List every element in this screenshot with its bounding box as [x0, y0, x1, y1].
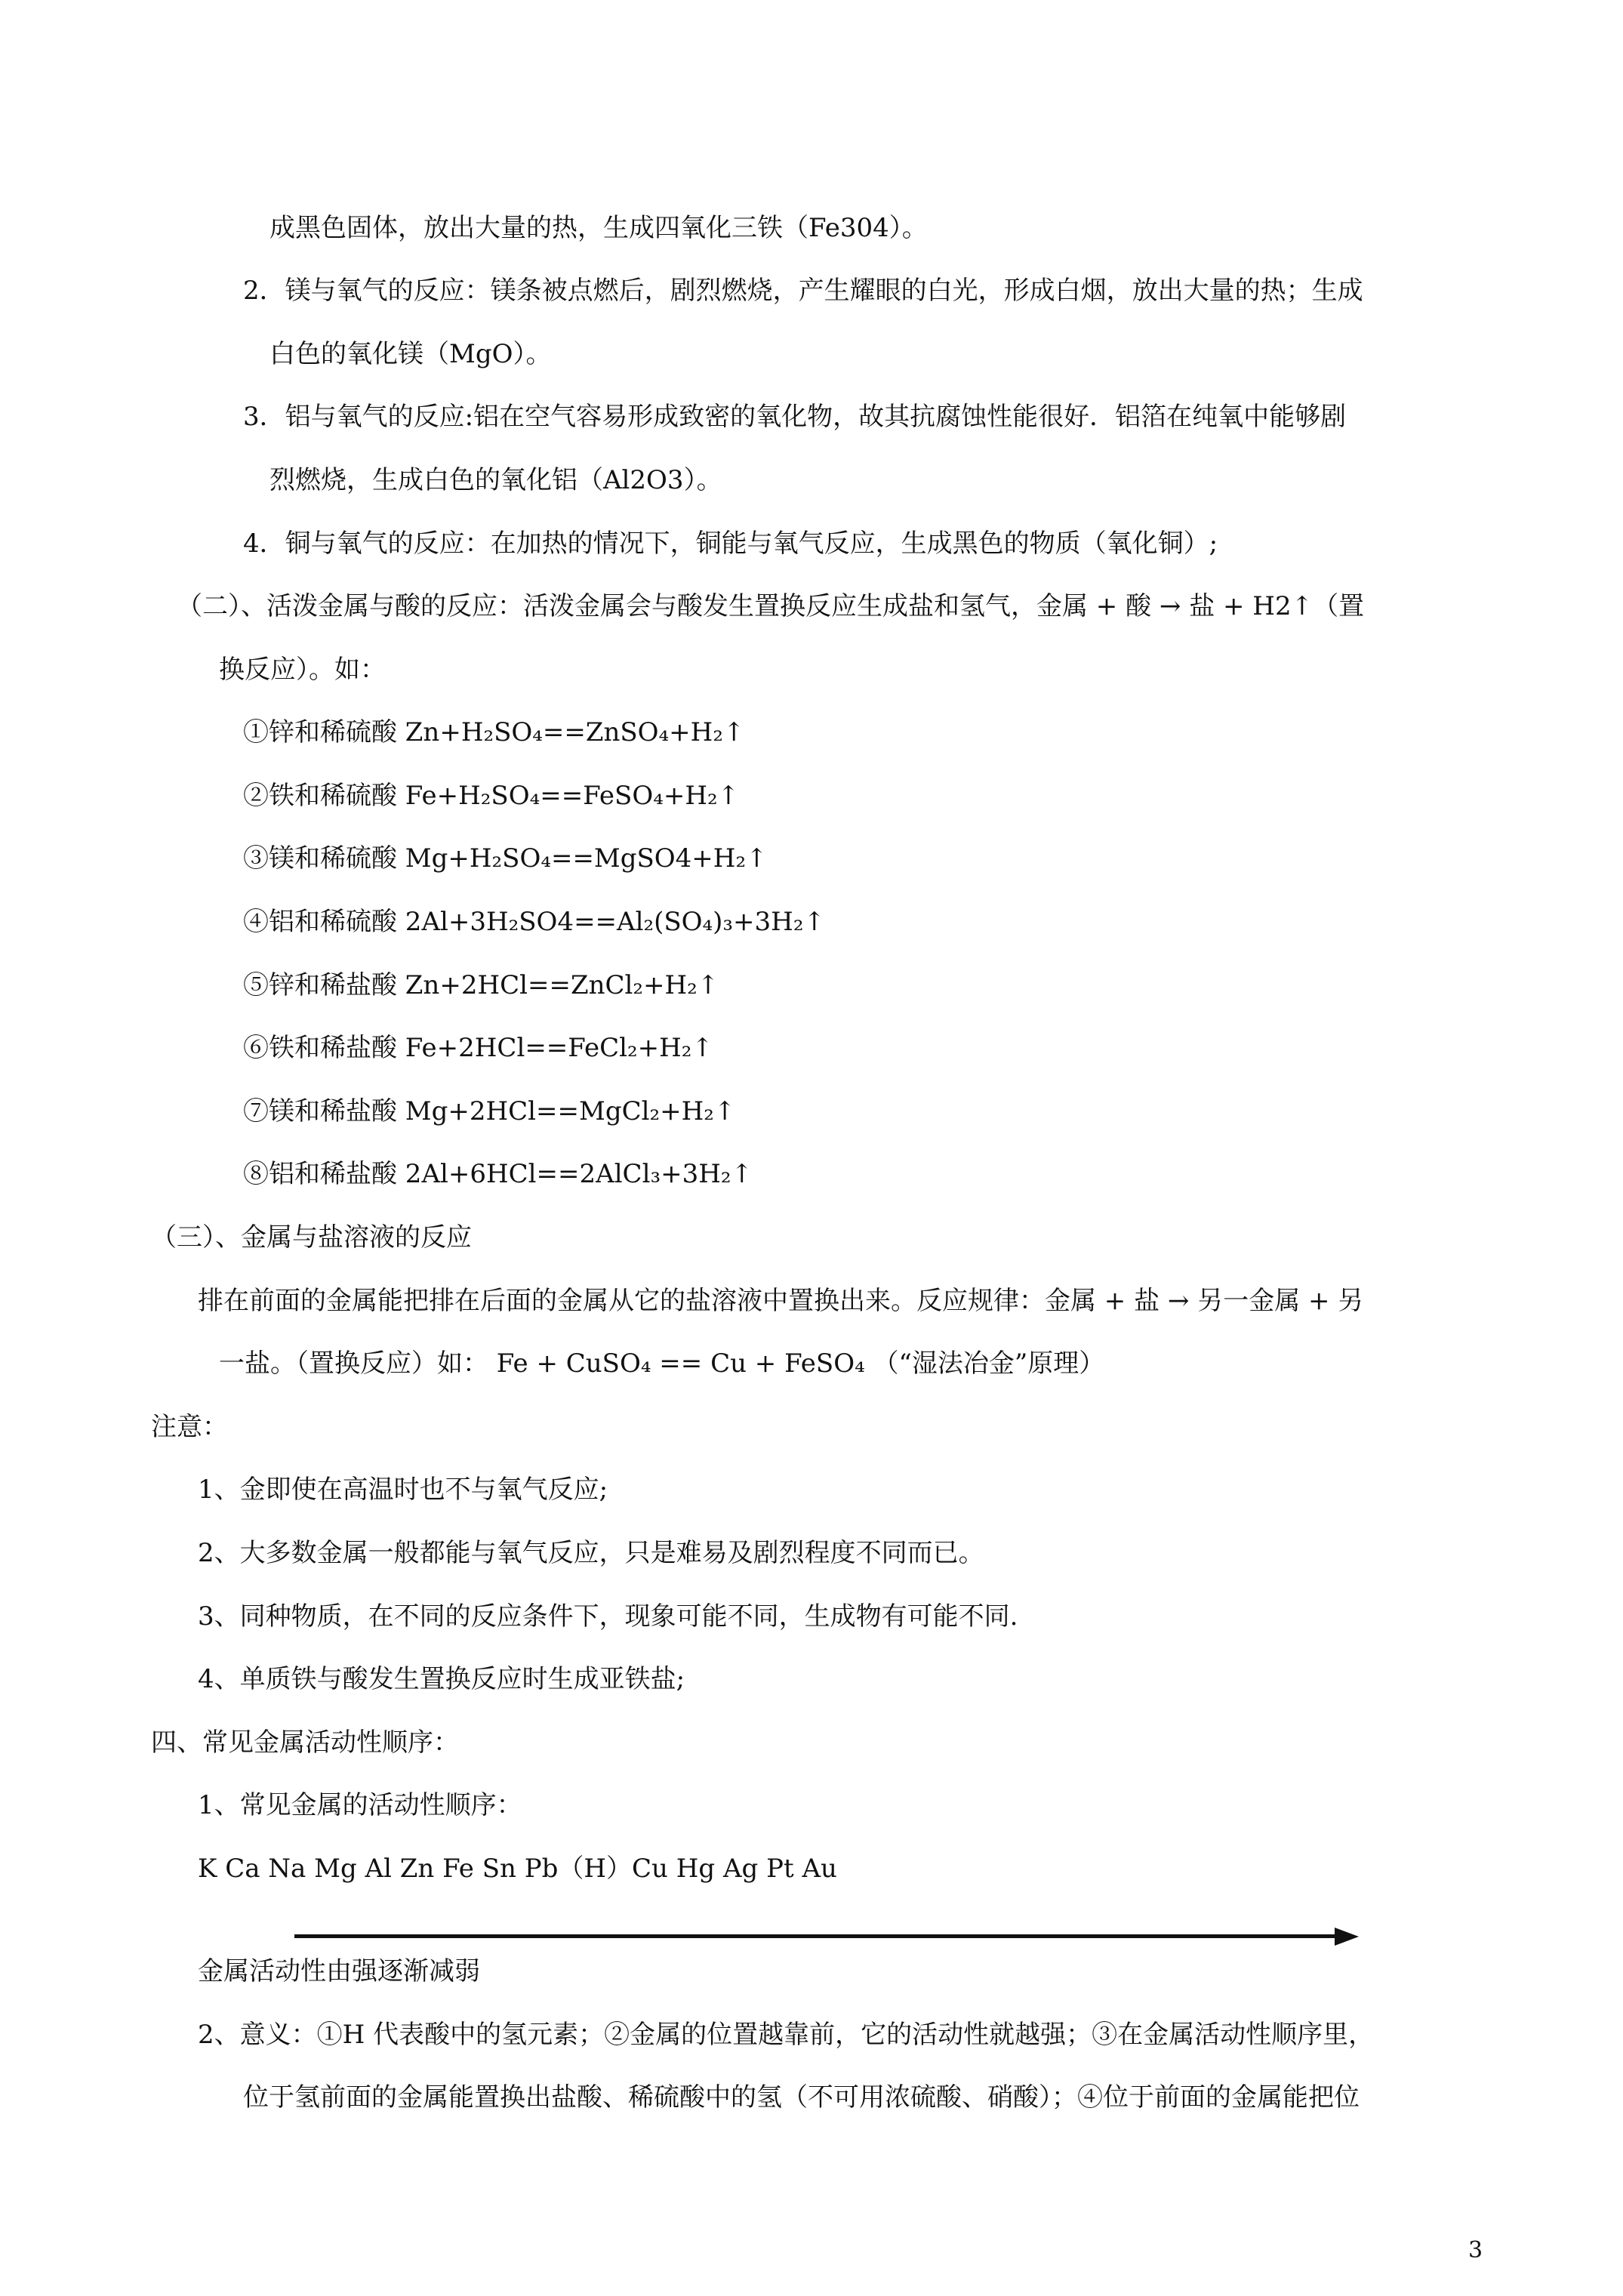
- text-line: 位于氢前面的金属能置换出盐酸、稀硫酸中的氢（不可用浓硫酸、硝酸）；④位于前面的金属能把位: [243, 2082, 1360, 2113]
- text-line: 一盐。（置换反应）如： Fe + CuSO₄ == Cu + FeSO₄ （“湿法冶金”原理）: [219, 1348, 1105, 1379]
- text-line: 1、常见金属的活动性顺序：: [198, 1790, 522, 1820]
- text-line: 2．镁与氧气的反应：镁条被点燃后，剧烈燃烧，产生耀眼的白光，形成白烟，放出大量的热；生成: [243, 276, 1363, 306]
- text-line: 4．铜与氧气的反应：在加热的情况下，铜能与氧气反应，生成黑色的物质（氧化铜）;: [243, 529, 1218, 559]
- equation-line: ④铝和稀硫酸 2Al+3H₂SO4==Al₂(SO₄)₃+3H₂↑: [243, 907, 825, 937]
- text-line: 排在前面的金属能把排在后面的金属从它的盐溶液中置换出来。反应规律：金属 + 盐 → 另一金属 + 另: [198, 1286, 1364, 1316]
- note-item: 2、大多数金属一般都能与氧气反应，只是难易及剧烈程度不同而已。: [198, 1538, 984, 1568]
- note-heading: 注意：: [151, 1412, 228, 1442]
- text-line: 换反应）。如：: [219, 655, 386, 685]
- equation-line: ②铁和稀硫酸 Fe+H₂SO₄==FeSO₄+H₂↑: [243, 781, 740, 811]
- equation-line: ⑥铁和稀盐酸 Fe+2HCl==FeCl₂+H₂↑: [243, 1033, 713, 1063]
- activity-series: K Ca Na Mg Al Zn Fe Sn Pb（H）Cu Hg Ag Pt Au: [198, 1854, 837, 1884]
- text-line: 白色的氧化镁（MgO）。: [269, 339, 552, 369]
- text-line: （二）、活泼金属与酸的反应：活泼金属会与酸发生置换反应生成盐和氢气，金属 + 酸 → 盐 + H2↑（置: [177, 591, 1365, 621]
- equation-line: ①锌和稀硫酸 Zn+H₂SO₄==ZnSO₄+H₂↑: [243, 717, 745, 747]
- equation-line: ⑧铝和稀盐酸 2Al+6HCl==2AlCl₃+3H₂↑: [243, 1159, 753, 1189]
- text-line: 3．铝与氧气的反应:铝在空气容易形成致密的氧化物，故其抗腐蚀性能很好．铝箔在纯氧中能够剧: [243, 402, 1347, 432]
- note-item: 3、同种物质，在不同的反应条件下，现象可能不同，生成物有可能不同.: [198, 1601, 1018, 1632]
- note-item: 4、单质铁与酸发生置换反应时生成亚铁盐;: [198, 1664, 685, 1694]
- text-line: 成黑色固体，放出大量的热，生成四氧化三铁（Fe304）。: [269, 213, 928, 243]
- text-line: 烈燃烧，生成白色的氧化铝（Al2O3）。: [269, 465, 722, 495]
- section-heading: 四、常见金属活动性顺序：: [151, 1727, 459, 1758]
- section-heading: （三）、金属与盐溶液的反应: [151, 1222, 472, 1253]
- arrow-caption: 金属活动性由强逐渐减弱: [198, 1956, 480, 1986]
- equation-line: ⑦镁和稀盐酸 Mg+2HCl==MgCl₂+H₂↑: [243, 1096, 736, 1126]
- equation-line: ⑤锌和稀盐酸 Zn+2HCl==ZnCl₂+H₂↑: [243, 970, 719, 1000]
- arrow-right-icon: [1335, 1928, 1359, 1946]
- text-line: 2、意义：①H 代表酸中的氢元素；②金属的位置越靠前，它的活动性就越强；③在金属活动性顺序里，: [198, 2020, 1375, 2050]
- activity-arrow: [294, 1926, 1359, 1947]
- page-number: 3: [1468, 2237, 1483, 2264]
- equation-line: ③镁和稀硫酸 Mg+H₂SO₄==MgSO4+H₂↑: [243, 843, 768, 874]
- note-item: 1、金即使在高温时也不与氧气反应;: [198, 1475, 608, 1505]
- arrow-shaft: [294, 1934, 1338, 1938]
